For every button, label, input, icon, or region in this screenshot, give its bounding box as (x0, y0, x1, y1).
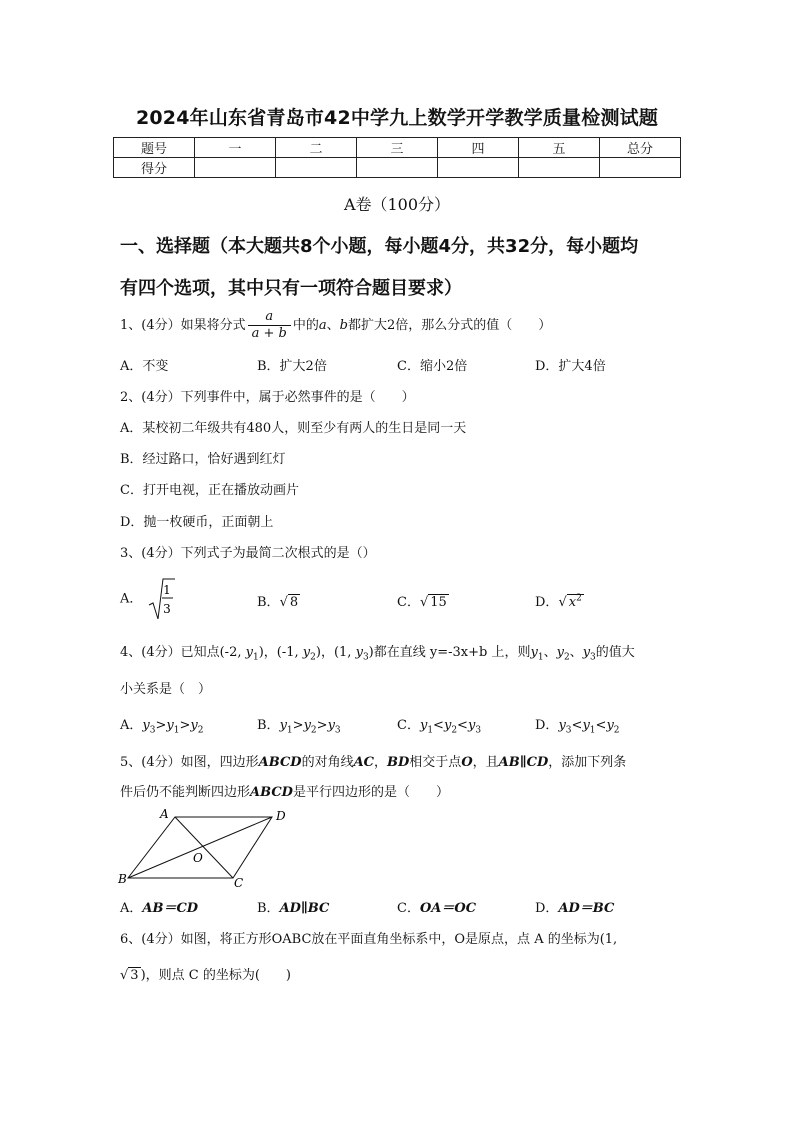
score-header-cell: 五 (519, 138, 600, 158)
score-header-cell: 总分 (600, 138, 681, 158)
q3-option-c (397, 591, 449, 610)
q3-sqrt-fraction (147, 577, 175, 621)
question-6-stem-line2: √ 3 )，则点 C 的坐标为( ) (120, 968, 292, 983)
radical-icon: √ (419, 595, 429, 610)
q3-option-b (257, 591, 300, 610)
score-cell (195, 158, 276, 178)
vertex-label-b: B (118, 872, 127, 886)
q1-sep: 、 (326, 318, 340, 333)
q3-radicand-c: 15 (430, 595, 447, 610)
score-row-label: 得分 (114, 158, 195, 178)
vertex-label-o: O (193, 851, 203, 865)
score-table (113, 137, 681, 178)
q3-label-b: B． (257, 595, 280, 610)
score-cell (357, 158, 438, 178)
q1-option-d: D．扩大4倍 (535, 359, 606, 374)
q1-suffix-b: 都扩大2倍，那么分式的值（ ） (347, 318, 552, 333)
q3-frac-den: 3 (162, 602, 171, 616)
vertex-label-a: A (160, 807, 169, 821)
q5-option-b: B．AD∥BC (257, 901, 330, 916)
q4-option-c: C．$y_1<y_2<y_3$ (397, 718, 482, 736)
q1-option-b: B．扩大2倍 (257, 359, 327, 374)
radical-icon: √ (279, 595, 288, 610)
q1-var-b: b (339, 318, 348, 333)
part1-title-line1: 一、选择题（本大题共8个小题，每小题4分，共32分，每小题均 (120, 236, 639, 257)
score-cell (276, 158, 357, 178)
q4-option-b: B．$y_1>y_2>y_3$ (257, 718, 341, 736)
q2-option-b: B．经过路口，恰好遇到红灯 (120, 452, 286, 467)
score-header-cell: 二 (276, 138, 357, 158)
score-table-header-row (114, 138, 681, 158)
question-4-stem: 4、(4分）已知点(-2, $y_1$)，(-1, $y_2$)，(1, $y_3$)都在直线 y=-3x+b 上，则$y_1$、$y_2$、$y_3$的值大 (120, 645, 635, 663)
question-1-stem (120, 309, 551, 342)
question-4-stem-line2: 小关系是（ ） (120, 682, 212, 697)
q2-option-d: D．抛一枚硬币，正面朝上 (120, 515, 274, 530)
score-table-row (114, 158, 681, 178)
question-3-stem: 3、(4分）下列式子为最简二次根式的是（） (120, 546, 376, 561)
vertex-label-d: D (276, 809, 286, 823)
q3-option-a (120, 577, 175, 621)
q3-label-a: A． (120, 591, 143, 607)
radical-icon: √ (120, 968, 129, 983)
q3-radicand-b: 8 (289, 595, 299, 610)
q5-option-d: D．AD＝BC (535, 901, 615, 916)
q1-option-a: A．不变 (120, 359, 169, 374)
q1-prefix: 1、(4分）如果将分式 (120, 318, 246, 333)
score-header-cell: 题号 (114, 138, 195, 158)
q1-suffix-a: 中的 (292, 318, 319, 333)
question-5-stem: 5、(4分）如图，四边形ABCD的对角线AC，BD相交于点O，且AB∥CD，添加下列条 (120, 755, 627, 770)
q1-option-c: C．缩小2倍 (397, 359, 468, 374)
q5-option-c: C．OA＝OC (397, 901, 477, 916)
part1-title-line2: 有四个选项，其中只有一项符合题目要求） (120, 278, 462, 299)
vertex-label-c: C (234, 876, 244, 890)
question-6-stem: 6、(4分）如图，将正方形OABC放在平面直角坐标系中，O是原点，点 A 的坐标为(1, (120, 932, 618, 947)
q5-option-a: A．AB＝CD (120, 901, 199, 916)
q3-label-c: C． (397, 595, 420, 610)
score-cell (438, 158, 519, 178)
q1-var-a: a (318, 318, 327, 333)
question-5-stem-line2: 件后仍不能判断四边形ABCD是平行四边形的是（ ） (120, 785, 449, 800)
section-a-heading: A卷（100分） (343, 195, 451, 214)
q2-option-a: A．某校初二年级共有480人，则至少有两人的生日是同一天 (120, 421, 467, 436)
q1-frac-den: a + b (251, 326, 287, 341)
score-cell (519, 158, 600, 178)
score-header-cell: 四 (438, 138, 519, 158)
q4-option-a: A．$y_3>y_1>y_2$ (120, 718, 204, 736)
q3-frac-num: 1 (162, 583, 171, 597)
radical-icon: √ (558, 595, 567, 610)
question-2-stem: 2、(4分）下列事件中，属于必然事件的是（ ） (120, 390, 415, 405)
q3-radicand-d: $x^2$ (568, 593, 582, 610)
score-header-cell: 三 (357, 138, 438, 158)
q1-frac-num: a (248, 309, 291, 326)
exam-title: 2024年山东省青岛市42中学九上数学开学教学质量检测试题 (135, 107, 659, 129)
score-cell (600, 158, 681, 178)
parallelogram-figure (112, 804, 302, 890)
score-header-cell: 一 (195, 138, 276, 158)
q3-option-d (535, 591, 584, 610)
q4-option-d: D．$y_3<y_1<y_2$ (535, 718, 620, 736)
q3-label-d: D． (535, 595, 559, 610)
q2-option-c: C．打开电视，正在播放动画片 (120, 483, 299, 498)
q1-fraction (248, 309, 291, 342)
